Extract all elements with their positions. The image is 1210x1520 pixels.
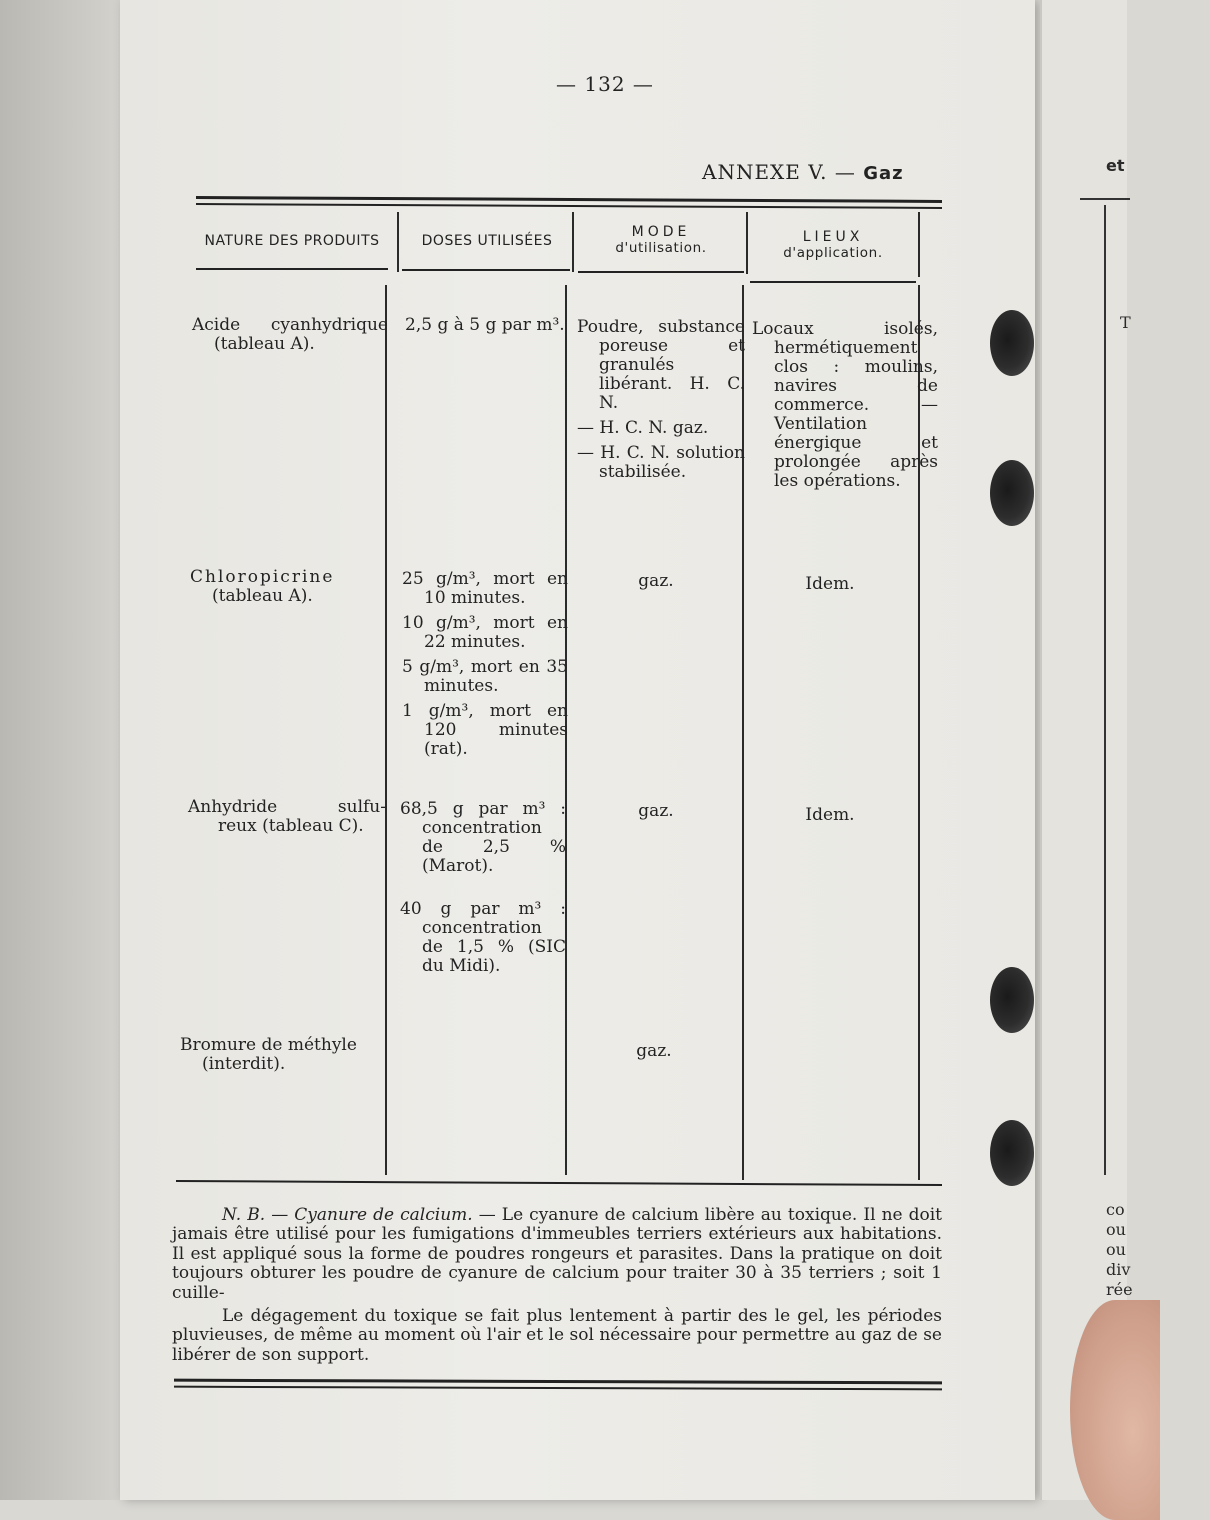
product-note: (interdit).: [202, 1054, 286, 1074]
dose-item: 2,5 g à 5 g par m³.: [405, 315, 565, 335]
note-block: [172, 1206, 942, 1369]
row-mode: [568, 1042, 740, 1067]
next-page-fragment: T: [1120, 313, 1131, 332]
header-underline: [402, 269, 570, 271]
thumb: [1070, 1300, 1160, 1520]
header-lieux-title: LIEUX: [802, 229, 864, 245]
row-lieux: Locaux isolés, hermétiquement clos : moulins, navires de commerce. — Ventilation énergique et prolongée après les opérations.: [752, 319, 938, 491]
annex-subject: Gaz: [863, 163, 904, 184]
header-nature: NATURE DES PRODUITS: [204, 233, 380, 249]
next-page-fragment: rée: [1106, 1280, 1133, 1299]
header-underline: [578, 271, 744, 273]
row-product: [190, 568, 388, 606]
binding-hole: [990, 310, 1034, 376]
nb-text: — Le cyanure de calcium libère au toxique. Il ne doit jamais être utilisé pour les fumigations d'immeubles terriers extérieurs aux habitations. Il est appliqué sous la forme de poudres rongeurs et parasites. Dans la pratique on doit toujours obturer les poudre de cyanure de calcium pour traiter 30 à 35 terriers ; soit 1 cuille-: [172, 1205, 943, 1303]
next-page-fragment: et: [1106, 156, 1125, 175]
header-doses: DOSES UTILISÉES: [421, 233, 553, 249]
row-doses: [402, 570, 568, 765]
dose-item: 68,5 g par m³ : concentration de 2,5 % (Marot).: [400, 799, 566, 876]
column-divider: [572, 212, 574, 272]
row-mode: [570, 572, 742, 597]
header-mode-subtitle: d'utilisation.: [615, 240, 707, 256]
dose-item: 25 g/m³, mort en 10 minutes.: [402, 569, 568, 608]
column-divider: [746, 212, 748, 274]
next-page-fragment: ou: [1106, 1240, 1126, 1259]
mode-item: — H. C. N. gaz.: [577, 418, 709, 438]
mode-item: gaz.: [638, 571, 674, 591]
page-number: — 132 —: [556, 72, 654, 96]
product-note: (tableau A).: [212, 586, 313, 606]
next-page-edge: [1040, 0, 1133, 1500]
header-underline: [196, 268, 388, 270]
mode-item: — H. C. N. solution stabilisée.: [577, 443, 745, 482]
header-mode: [578, 224, 744, 256]
dose-item: 1 g/m³, mort en 120 minutes (rat).: [402, 701, 568, 759]
row-product: [192, 316, 388, 354]
row-lieux: Idem.: [805, 805, 855, 825]
row-doses: [405, 316, 577, 341]
binding-hole: [990, 1120, 1034, 1186]
row-product: [188, 798, 386, 836]
product-name: Bromure de méthyle: [180, 1035, 357, 1055]
row-mode: [570, 802, 742, 827]
next-page-fragment: div: [1106, 1260, 1131, 1279]
header-underline: [750, 281, 916, 283]
column-divider: [397, 212, 399, 272]
row-product: [180, 1036, 386, 1074]
annex-heading: [702, 160, 904, 184]
row-doses: [400, 800, 566, 982]
binding-hole: [990, 460, 1034, 526]
dose-item: 40 g par m³ : concentration de 1,5 % (SIC du Midi).: [400, 899, 566, 976]
next-page-fragment: co: [1106, 1200, 1125, 1219]
annex-title: ANNEXE V. —: [702, 160, 856, 184]
nb-subject: Cyanure de calcium.: [294, 1205, 473, 1225]
row-lieux: Idem.: [805, 574, 855, 594]
next-page-fragment: ou: [1106, 1220, 1126, 1239]
mode-item: gaz.: [638, 801, 674, 821]
header-lieux: [750, 229, 916, 261]
dose-item: 10 g/m³, mort en 22 minutes.: [402, 613, 568, 652]
book-binding-shadow: [0, 0, 135, 1500]
nb-label: N. B. —: [222, 1205, 289, 1225]
column-divider: [918, 212, 920, 277]
header-mode-title: MODE: [631, 224, 691, 240]
product-note: (tableau A).: [214, 334, 315, 354]
header-lieux-subtitle: d'application.: [783, 245, 883, 261]
product-name: Chloropicrine: [190, 567, 335, 587]
row-mode: [577, 318, 745, 488]
binding-hole: [990, 967, 1034, 1033]
product-note: reux (tableau C).: [218, 816, 364, 836]
product-name: Acide cyanhydrique: [192, 315, 388, 335]
note-paragraph: Le dégagement du toxique se fait plus lentement à partir des le gel, les périodes pluvieuses, de même au moment où l'air et le sol nécessaire pour permettre au gaz de se libérer de son support.: [172, 1306, 942, 1365]
dose-item: 5 g/m³, mort en 35 minutes.: [402, 657, 568, 696]
note-paragraph: [172, 1206, 942, 1303]
product-name: Anhydride sulfu-: [188, 797, 386, 817]
mode-item: Poudre, substance poreuse et granulés libérant. H. C. N.: [577, 317, 745, 413]
mode-item: gaz.: [636, 1041, 672, 1061]
